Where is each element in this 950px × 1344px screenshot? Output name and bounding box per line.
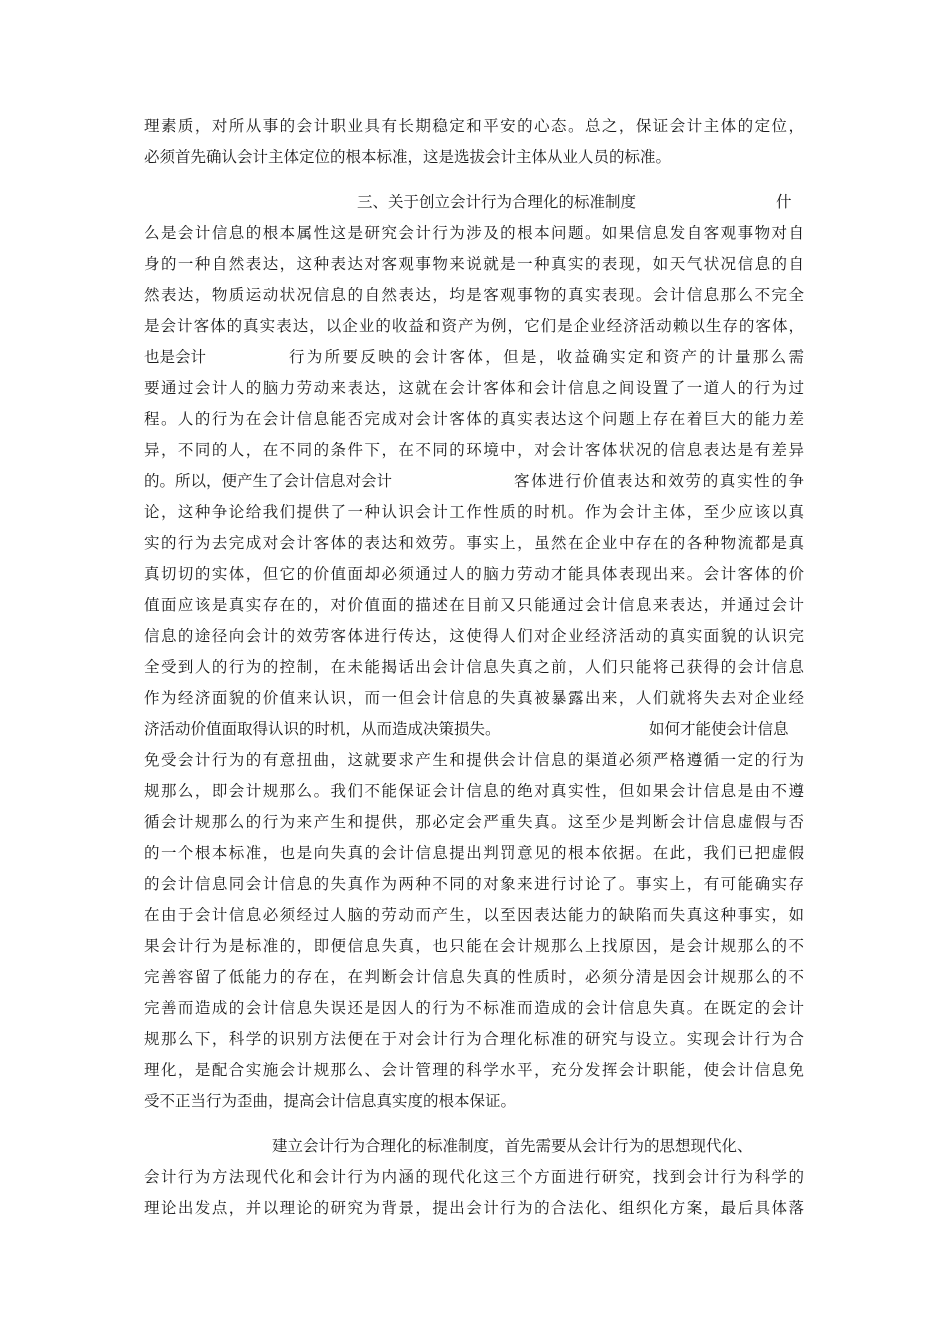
text-line-15: 真切切的实体，但它的价值面却必须通过人的脑力劳动才能具体表现出来。会计客体的价 [144, 565, 804, 583]
text-line-16: 值面应该是真实存在的，对价值面的描述在目前又只能通过会计信息来表达，并通过会计 [144, 596, 804, 614]
text-line-17: 信息的途径向会计的效劳客体进行传达，这使得人们对企业经济活动的真实面貌的认识完 [144, 627, 804, 645]
text-line-19: 作为经济面貌的价值来认识，而一但会计信息的失真被暴露出来，人们就将失去对企业经 [144, 689, 804, 707]
text-line-33 [144, 1131, 804, 1161]
text-line-20 [144, 714, 804, 744]
text-line-7: 是会计客体的真实表达，以企业的收益和资产为例，它们是企业经济活动赖以生存的客体， [144, 317, 804, 335]
text-line-8-tail: 行为所要反映的会计客体，但是，收益确实定和资产的计量那么需 [289, 348, 804, 366]
text-line-26: 在由于会计信息必须经过人脑的劳动而产生，以至因表达能力的缺陷而失真这种事实，如 [144, 906, 804, 924]
text-line-18: 全受到人的行为的控制，在未能揭话出会计信息失真之前，人们只能将己获得的会计信息 [144, 658, 804, 676]
section-heading-line [144, 187, 804, 217]
text-line-12-tail: 客体进行价值表达和效劳的真实性的争 [514, 472, 804, 490]
text-line-1: 理素质，对所从事的会计职业具有长期稳定和平安的心态。总之，保证会计主体的定位， [144, 117, 804, 135]
text-line-30: 规那么下，科学的识别方法便在于对会计行为合理化标准的研究与设立。实现会计行为合 [144, 1030, 804, 1048]
text-line-8 [144, 342, 804, 372]
text-line-32: 受不正当行为歪曲，提高会计信息真实度的根本保证。 [144, 1092, 517, 1110]
text-line-31: 理化，是配合实施会计规那么、会计管理的科学水平，充分发挥会计职能，使会计信息免 [144, 1061, 804, 1079]
text-line-5: 身的一种自然表达，这种表达对客观事物来说就是一种真实的表现，如天气状况信息的自 [144, 255, 804, 273]
text-line-25: 的会计信息同会计信息的失真作为两种不同的对象来进行讨论了。事实上，有可能确实存 [144, 875, 804, 893]
text-line-24: 的一个根本标准，也是向失真的会计信息提出判罚意见的根本依据。在此，我们已把虚假 [144, 844, 804, 862]
text-line-29: 完善而造成的会计信息失误还是因人的行为不标准而造成的会计信息失真。在既定的会计 [144, 999, 804, 1017]
text-line-27: 果会计行为是标准的，即便信息失真，也只能在会计规那么上找原因，是会计规那么的不 [144, 937, 804, 955]
text-line-12 [144, 466, 804, 496]
text-line-6: 然表达，物质运动状况信息的自然表达，均是客观事物的真实表现。会计信息那么不完全 [144, 286, 804, 304]
text-line-10: 程。人的行为在会计信息能否完成对会计客体的真实表达这个问题上存在着巨大的能力差 [144, 410, 804, 428]
text-line-11: 异，不同的人，在不同的条件下，在不同的环境中，对会计客体状况的信息表达是有差异 [144, 441, 804, 459]
text-line-4: 么是会计信息的根本属性这是研究会计行为涉及的根本问题。如果信息发自客观事物对自 [144, 224, 804, 242]
text-line-28: 完善容留了低能力的存在，在判断会计信息失真的性质时，必须分清是因会计规那么的不 [144, 968, 804, 986]
text-line-33-body: 建立会计行为合理化的标准制度，首先需要从会计行为的思想现代化、 [272, 1137, 753, 1155]
text-line-22: 规那么，即会计规那么。我们不能保证会计信息的绝对真实性，但如果会计信息是由不遵 [144, 782, 804, 800]
text-line-9: 要通过会计人的脑力劳动来表达，这就在会计客体和会计信息之间设置了一道人的行为过 [144, 379, 804, 397]
text-line-2: 必须首先确认会计主体定位的根本标准，这是选拔会计主体从业人员的标准。 [144, 148, 672, 166]
section-heading: 三、关于创立会计行为合理化的标准制度 [357, 193, 637, 211]
text-line-3-tail: 什 [776, 193, 792, 211]
text-line-12-head: 的。所以，便产生了会计信息对会计 [144, 472, 393, 490]
text-line-20-head: 济活动价值面取得认识的时机，从而造成决策损失。 [144, 720, 501, 738]
text-line-8-head: 也是会计 [144, 348, 207, 366]
text-line-23: 循会计规那么的行为来产生和提供，那必定会严重失真。这至少是判断会计信息虚假与否 [144, 813, 804, 831]
text-line-34: 会计行为方法现代化和会计行为内涵的现代化这三个方面进行研究，找到会计行为科学的 [144, 1168, 804, 1186]
text-line-13: 论，这种争论给我们提供了一种认识会计工作性质的时机。作为会计主体，至少应该以真 [144, 503, 804, 521]
text-line-14: 实的行为去完成对会计客体的表达和效劳。事实上，虽然在企业中存在的各种物流都是真 [144, 534, 804, 552]
text-line-21: 免受会计行为的有意扭曲，这就要求产生和提供会计信息的渠道必须严格遵循一定的行为 [144, 751, 804, 769]
text-line-20-tail: 如何才能使会计信息 [649, 720, 789, 738]
text-line-35: 理论出发点，并以理论的研究为背景，提出会计行为的合法化、组织化方案，最后具体落 [144, 1199, 804, 1217]
